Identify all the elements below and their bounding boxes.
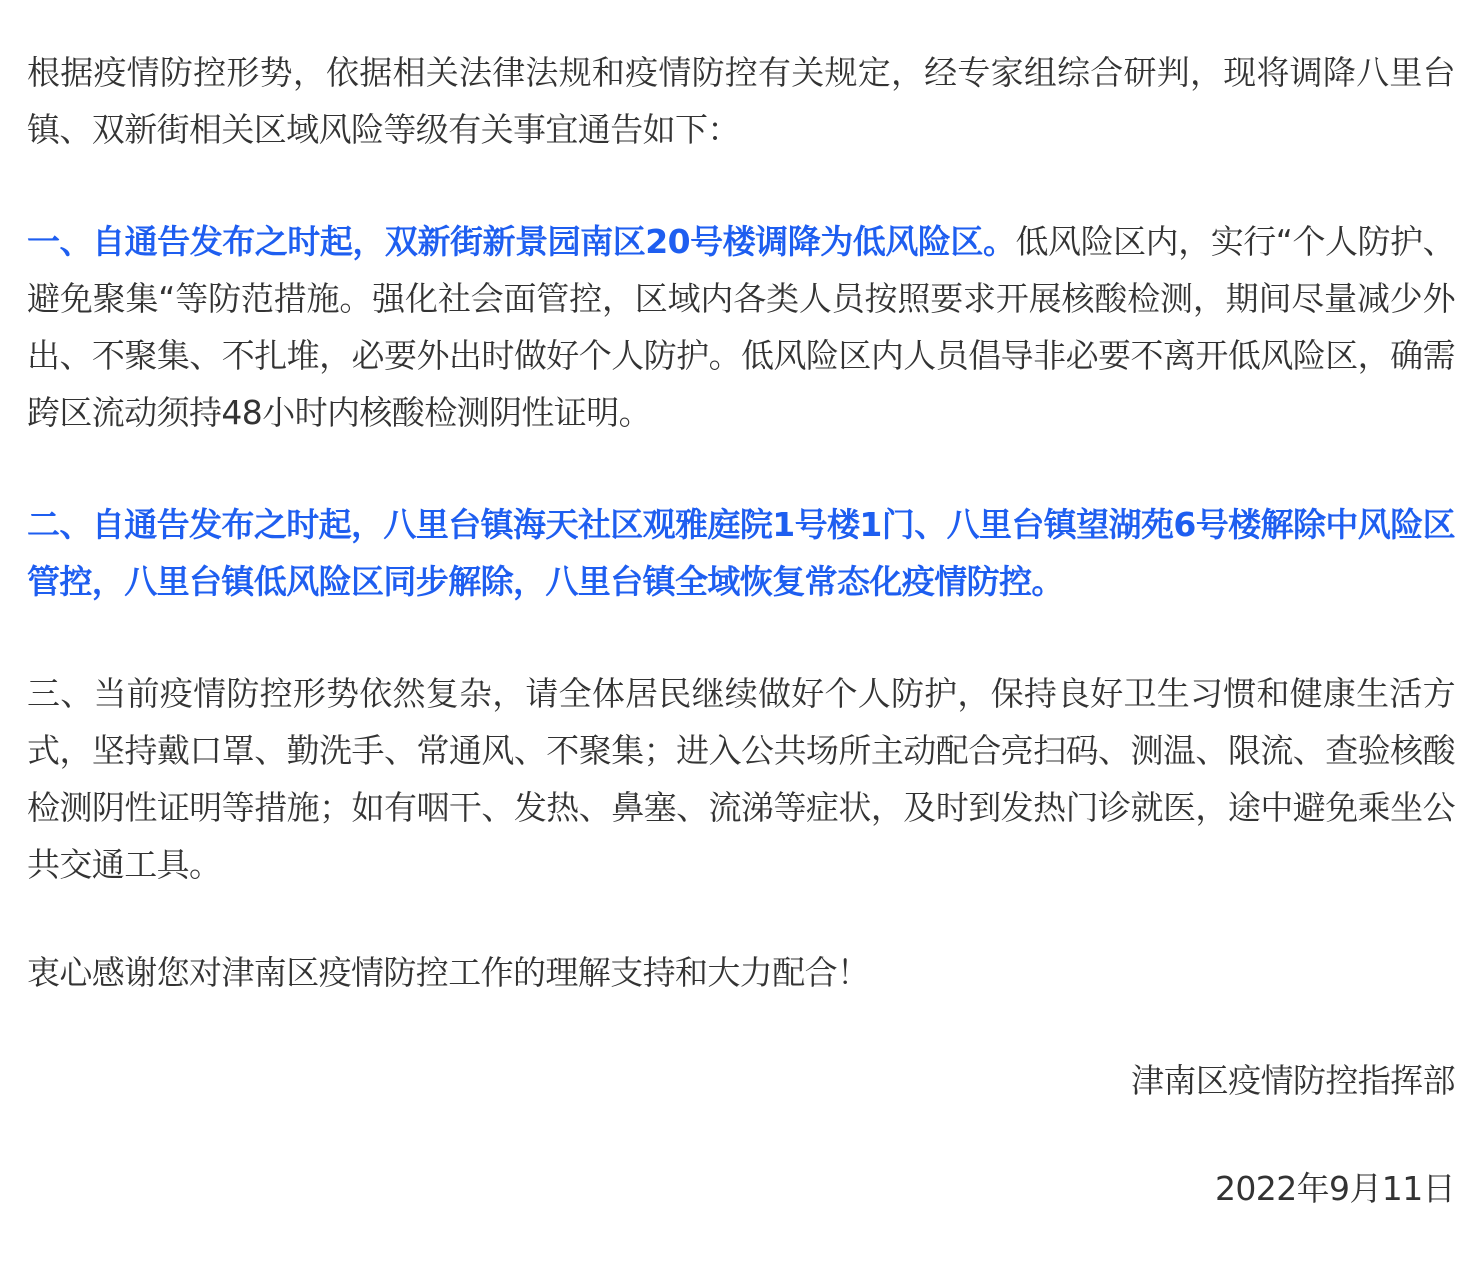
item-1-highlight: 一、自通告发布之时起，双新街新景园南区20号楼调降为低风险区。 (27, 222, 1016, 261)
item-1-body: 低风险区内，实行“个人防护、避免聚集“等防范措施。强化社会面管控，区域内各类人员按照要求开展核酸检测，期间尽量减少外出、不聚集、不扎堆，必要外出时做好个人防护。低风险区内人员倡导非必要不离开低风险区，确需跨区流动须持48小时内核酸检测阴性证明。 (27, 222, 1456, 432)
spacer (27, 610, 1455, 665)
item-3-paragraph: 三、当前疫情防控形势依然复杂，请全体居民继续做好个人防护，保持良好卫生习惯和健康生活方式，坚持戴口罩、勤洗手、常通风、不聚集；进入公共场所主动配合亮扫码、测温、限流、查验核酸检测阴性证明等措施；如有咽干、发热、鼻塞、流涕等症状，及时到发热门诊就医，途中避免乘坐公共交通工具。 (27, 674, 1455, 884)
signature: 津南区疫情防控指挥部 (1130, 1061, 1455, 1100)
spacer (27, 1001, 1455, 1052)
spacer (27, 1109, 1455, 1160)
date: 2022年9月11日 (1215, 1169, 1455, 1208)
intro-paragraph: 根据疫情防控形势，依据相关法律法规和疫情防控有关规定，经专家组综合研判，现将调降八里台镇、双新街相关区域风险等级有关事宜通告如下： (27, 53, 1455, 149)
spacer (27, 158, 1455, 213)
spacer (27, 893, 1455, 944)
item-2-highlight: 二、自通告发布之时起，八里台镇海天社区观雅庭院1号楼1门、八里台镇望湖苑6号楼解除中风险区管控，八里台镇低风险区同步解除，八里台镇全域恢复常态化疫情防控。 (27, 505, 1455, 601)
notice-document (27, 44, 1455, 1217)
thanks-paragraph: 衷心感谢您对津南区疫情防控工作的理解支持和大力配合！ (27, 953, 870, 992)
item-2-paragraph (27, 496, 1455, 610)
item-1-paragraph (27, 213, 1455, 441)
spacer (27, 441, 1455, 496)
